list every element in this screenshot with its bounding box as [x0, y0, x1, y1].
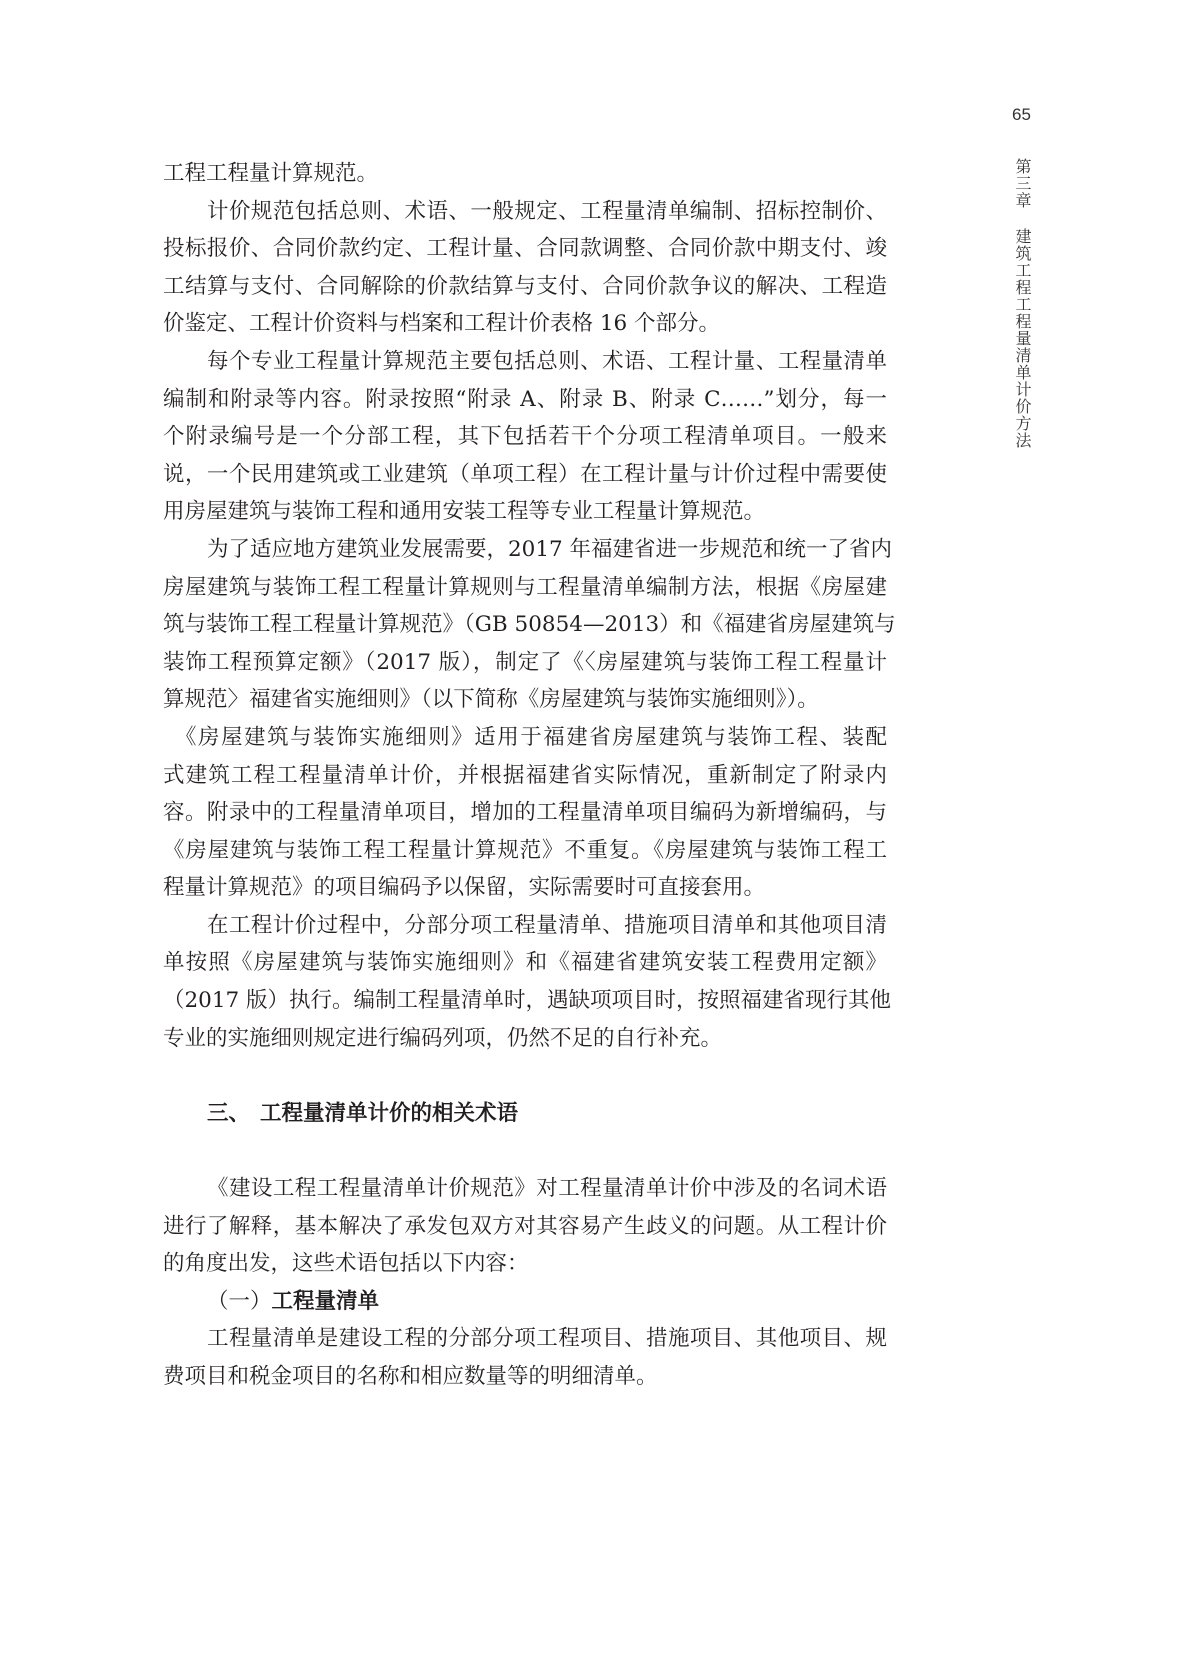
text-line: 算规范〉福建省实施细则》（以下简称《房屋建筑与装饰实施细则》）。	[163, 687, 819, 713]
text-line: 装饰工程预算定额》（2017 版），制定了《〈房屋建筑与装饰工程工程量计	[163, 649, 887, 675]
text-line: 工程工程量计算规范。	[163, 161, 379, 186]
body-text	[163, 155, 896, 1396]
paragraph	[163, 155, 887, 193]
text-line: 说，一个民用建筑或工业建筑（单项工程）在工程计量与计价过程中需要使	[163, 461, 887, 487]
text-line: 专业的实施细则规定进行编码列项，仍然不足的自行补充。	[163, 1025, 723, 1051]
text-line: 计价规范包括总则、术语、一般规定、工程量清单编制、招标控制价、	[207, 198, 887, 224]
paragraph	[163, 719, 887, 907]
paragraph	[163, 343, 887, 531]
text-line: 《房屋建筑与装饰实施细则》适用于福建省房屋建筑与装饰工程、装配	[175, 724, 887, 750]
section-title: 工程量清单计价的相关术语	[260, 1100, 519, 1126]
section-heading	[163, 1095, 887, 1133]
subsection-heading	[163, 1283, 887, 1321]
text-line: 式建筑工程工程量清单计价，并根据福建省实际情况，重新制定了附录内	[163, 762, 887, 788]
text-line: 个附录编号是一个分部工程，其下包括若干个分项工程清单项目。一般来	[163, 424, 887, 450]
text-line: 工结算与支付、合同解除的价款结算与支付、合同价款争议的解决、工程造	[163, 273, 887, 299]
text-line: 工程量清单是建设工程的分部分项工程项目、措施项目、其他项目、规	[207, 1326, 887, 1352]
text-line: 房屋建筑与装饰工程工程量计算规则与工程量清单编制方法，根据《房屋建	[163, 574, 887, 600]
paragraph	[163, 531, 896, 719]
paragraph	[163, 907, 892, 1057]
text-line: 容。附录中的工程量清单项目，增加的工程量清单项目编码为新增编码，与	[163, 800, 887, 826]
running-head-chapter: 第三章	[1013, 158, 1032, 209]
paragraph	[163, 1320, 887, 1395]
text-line: 的角度出发，这些术语包括以下内容：	[163, 1251, 529, 1277]
text-line: 编制和附录等内容。附录按照“附录 A、附录 B、附录 C……”划分，每一	[163, 386, 887, 412]
section-number: 三、	[207, 1100, 251, 1126]
text-line: 进行了解释，基本解决了承发包双方对其容易产生歧义的问题。从工程计价	[163, 1213, 887, 1239]
text-line: 在工程计价过程中，分部分项工程量清单、措施项目清单和其他项目清	[207, 912, 887, 938]
subsection-title: 工程量清单	[271, 1288, 380, 1314]
text-line: 为了适应地方建筑业发展需要，2017 年福建省进一步规范和统一了省内	[207, 536, 893, 562]
text-line: 投标报价、合同价款约定、工程计量、合同款调整、合同价款中期支付、竣	[163, 236, 887, 262]
text-line: （2017 版）执行。编制工程量清单时，遇缺项项目时，按照福建省现行其他	[163, 988, 892, 1014]
subsection-number: （一）	[207, 1288, 272, 1314]
text-line: 程量计算规范》的项目编码予以保留，实际需要时可直接套用。	[163, 875, 766, 901]
text-line: 《房屋建筑与装饰工程工程量计算规范》不重复。《房屋建筑与装饰工程工	[163, 837, 887, 863]
text-line: 筑与装饰工程工程量计算规范》（GB 50854—2013）和《福建省房屋建筑与	[163, 612, 896, 638]
text-line: 《建设工程工程量清单计价规范》对工程量清单计价中涉及的名词术语	[207, 1176, 887, 1202]
text-line: 每个专业工程量计算规范主要包括总则、术语、工程计量、工程量清单	[207, 348, 887, 374]
paragraph	[163, 1170, 887, 1283]
text-line: 用房屋建筑与装饰工程和通用安装工程等专业工程量计算规范。	[163, 499, 766, 525]
running-head-title: 建筑工程工程量清单计价方法	[1013, 228, 1032, 449]
text-line: 单按照《房屋建筑与装饰实施细则》和《福建省建筑安装工程费用定额》	[163, 950, 887, 976]
paragraph	[163, 193, 887, 343]
text-line: 价鉴定、工程计价资料与档案和工程计价表格 16 个部分。	[163, 311, 721, 337]
text-line: 费项目和税金项目的名称和相应数量等的明细清单。	[163, 1364, 658, 1389]
page-number: 65	[1012, 105, 1031, 124]
